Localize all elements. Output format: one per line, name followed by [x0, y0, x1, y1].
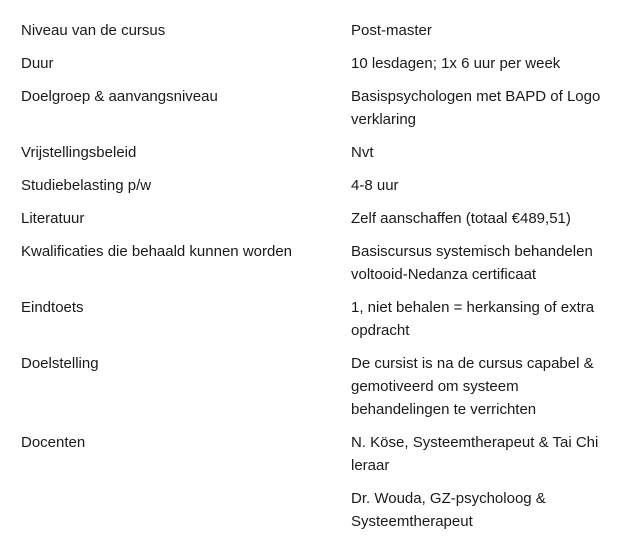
value-docenten: [351, 431, 611, 533]
value-text: Post-master: [351, 22, 432, 39]
value-text: De cursist is na de cursus capabel & gemotiveerd om systeem behandelingen te verrichten: [351, 355, 594, 418]
label-studiebelasting: Studiebelasting p/w: [21, 177, 152, 194]
label-kwalificaties: Kwalificaties die behaald kunnen worden: [21, 243, 293, 260]
value-text: Nvt: [351, 144, 374, 161]
value-kwalificaties: [351, 240, 611, 286]
value-duur: [351, 52, 611, 75]
value-text: Basispsychologen met BAPD of Logo verklaring: [351, 88, 601, 128]
label-vrijstellingsbeleid: Vrijstellingsbeleid: [21, 144, 137, 161]
value-text: Basiscursus systemisch behandelen voltooid-Nedanza certificaat: [351, 243, 593, 283]
row-studiebelasting: [21, 174, 611, 197]
value-vrijstellingsbeleid: [351, 141, 611, 164]
row-literatuur: [21, 207, 611, 230]
row-doelstelling: [21, 352, 611, 421]
value-literatuur: [351, 207, 611, 230]
row-kwalificaties: [21, 240, 611, 286]
row-eindtoets: [21, 296, 611, 342]
course-info-table: [21, 19, 611, 543]
value-eindtoets: [351, 296, 611, 342]
value-doelgroep: [351, 85, 611, 131]
row-niveau: [21, 19, 611, 42]
docent-entry: N. Köse, Systeemtherapeut & Tai Chi leraar: [351, 434, 599, 474]
label-niveau: Niveau van de cursus: [21, 22, 166, 39]
value-text: 1, niet behalen = herkansing of extra opdracht: [351, 299, 595, 339]
row-vrijstellingsbeleid: [21, 141, 611, 164]
label-duur: Duur: [21, 55, 54, 72]
label-doelstelling: Doelstelling: [21, 355, 99, 372]
docent-entry: Dr. Wouda, GZ-psycholoog & Systeemtherapeut: [351, 490, 546, 530]
value-niveau: [351, 19, 611, 42]
value-doelstelling: [351, 352, 611, 421]
label-docenten: Docenten: [21, 434, 86, 451]
label-doelgroep: Doelgroep & aanvangsniveau: [21, 88, 218, 105]
value-text: Zelf aanschaffen (totaal €489,51): [351, 210, 571, 227]
row-doelgroep: [21, 85, 611, 131]
row-duur: [21, 52, 611, 75]
value-text: 4-8 uur: [351, 177, 399, 194]
label-eindtoets: Eindtoets: [21, 299, 84, 316]
value-studiebelasting: [351, 174, 611, 197]
value-text: 10 lesdagen; 1x 6 uur per week: [351, 55, 561, 72]
label-literatuur: Literatuur: [21, 210, 85, 227]
row-docenten: [21, 431, 611, 533]
